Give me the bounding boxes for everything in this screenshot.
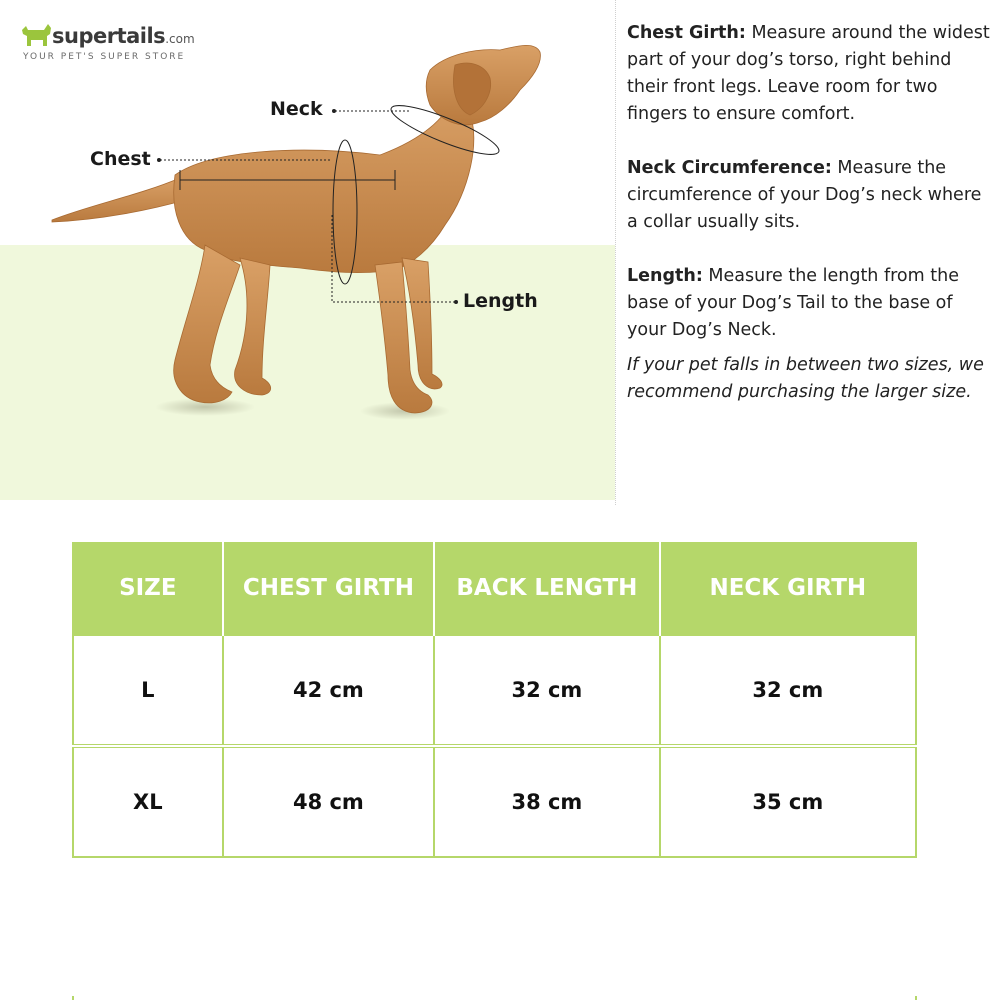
brand-tagline: YOUR PET'S SUPER STORE: [23, 52, 186, 62]
chest-instruction: Chest Girth: Measure around the widest part of your dog’s torso, right behind their front legs. Leave room for two fingers to ensure comfort.: [627, 23, 990, 124]
back-length-cell: 38 cm: [434, 746, 660, 857]
chest-girth-cell: 48 cm: [223, 746, 435, 857]
chest-girth-cell: 42 cm: [223, 635, 435, 746]
table-row: [73, 635, 916, 746]
table-header-row: [73, 542, 916, 635]
chest-label: Chest: [90, 148, 151, 170]
back-length-cell: 32 cm: [434, 635, 660, 746]
column-header-back-length: BACK LENGTH: [434, 542, 660, 635]
neck-girth-cell: 35 cm: [660, 746, 916, 857]
length-label: Length: [463, 290, 538, 312]
column-header-neck-girth: NECK GIRTH: [660, 542, 916, 635]
neck-girth-cell: 32 cm: [660, 635, 916, 746]
dog-illustration: [0, 0, 615, 505]
size-chart-table: [72, 542, 917, 858]
sizing-note: If your pet falls in between two sizes, we recommend purchasing the larger size.: [627, 355, 984, 402]
size-cell: XL: [73, 746, 223, 857]
column-header-size: SIZE: [73, 542, 223, 635]
length-instruction: Length: Measure the length from the base of your Dog’s Tail to the base of your Dog’s Neck.: [627, 266, 959, 340]
section-divider: [615, 0, 616, 505]
column-header-chest-girth: CHEST GIRTH: [223, 542, 435, 635]
brand-wordmark: supertails.com: [52, 24, 195, 48]
neck-instruction: Neck Circumference: Measure the circumference of your Dog’s neck where a collar usually sits.: [627, 158, 982, 232]
neck-label: Neck: [270, 98, 323, 120]
size-cell: L: [73, 635, 223, 746]
measurement-instructions: [627, 20, 992, 406]
table-row: [73, 746, 916, 857]
table-bottom-edge: [72, 996, 917, 1000]
